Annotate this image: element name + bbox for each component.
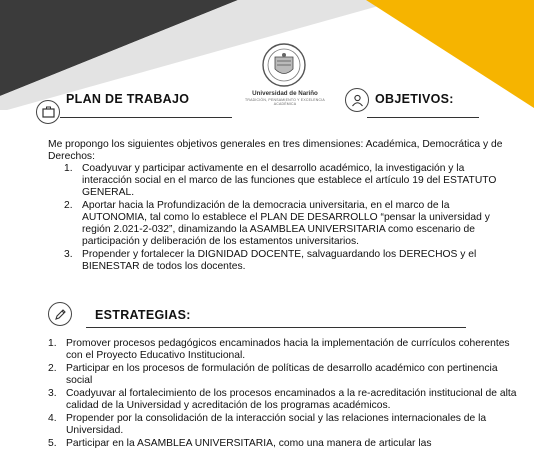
briefcase-icon [36, 100, 60, 124]
pencil-icon [48, 302, 72, 326]
list-item: 1. Promover procesos pedagógicos encaminados hacia la implementación de currículos coherentes con el Proyecto Educativo Institucional. [48, 338, 510, 361]
list-item: 4. Propender por la consolidación de la interacción social y las relaciones internacionales de la Universidad. [48, 413, 487, 436]
list-item: 3. Propender y fortalecer la DIGNIDAD DOCENTE, salvaguardando los DERECHOS y el BIENESTAR de todos los docentes. [64, 249, 477, 272]
person-icon [345, 88, 369, 112]
strategies-title: ESTRATEGIAS: [95, 308, 191, 322]
objectives-title: OBJETIVOS: [375, 92, 454, 106]
plan-title-underline [60, 117, 232, 118]
list-item: 3. Coadyuvar al fortalecimiento de los procesos encaminados a la re-acreditación institucional de alta calidad de la Universidad y acreditación de los programas académicos. [48, 388, 517, 411]
university-tagline: TRADICIÓN, PENSAMIENTO Y EXCELENCIA ACADÉMICA [245, 98, 325, 106]
objectives-list [64, 163, 516, 274]
list-item: 1. Coadyuvar y participar activamente en el desarrollo académico, la investigación y la interacción social en el marco de las funciones que establece el artículo 19 del ESTATUTO GENERAL. [64, 163, 497, 198]
university-name: Universidad de Nariño [252, 90, 318, 97]
list-item: 5. Participar en la ASAMBLEA UNIVERSITARIA, como una manera de articular las [48, 438, 432, 449]
list-item: 2. Aportar hacia la Profundización de la democracia universitaria, en el marco de la AUTONOMIA, tal como lo establece el PLAN DE DESARROLLO “pensar la universidad y región 2.021-2-032”, dinamizando la ASAMBLEA UNIVERSITARIA como escenario de participación y deliberación de los estamentos universitarios. [64, 200, 490, 247]
strategies-list [48, 338, 518, 451]
strategies-title-underline [86, 327, 466, 328]
university-crest-logo [260, 42, 308, 88]
objectives-title-underline [367, 117, 479, 118]
list-item: 2. Participar en los procesos de formulación de políticas de desarrollo académico con pertinencia social [48, 363, 498, 386]
objectives-intro: Me propongo los siguientes objetivos generales en tres dimensiones: Académica, Democrática y de Derechos: [48, 139, 503, 162]
plan-title: PLAN DE TRABAJO [66, 92, 190, 106]
